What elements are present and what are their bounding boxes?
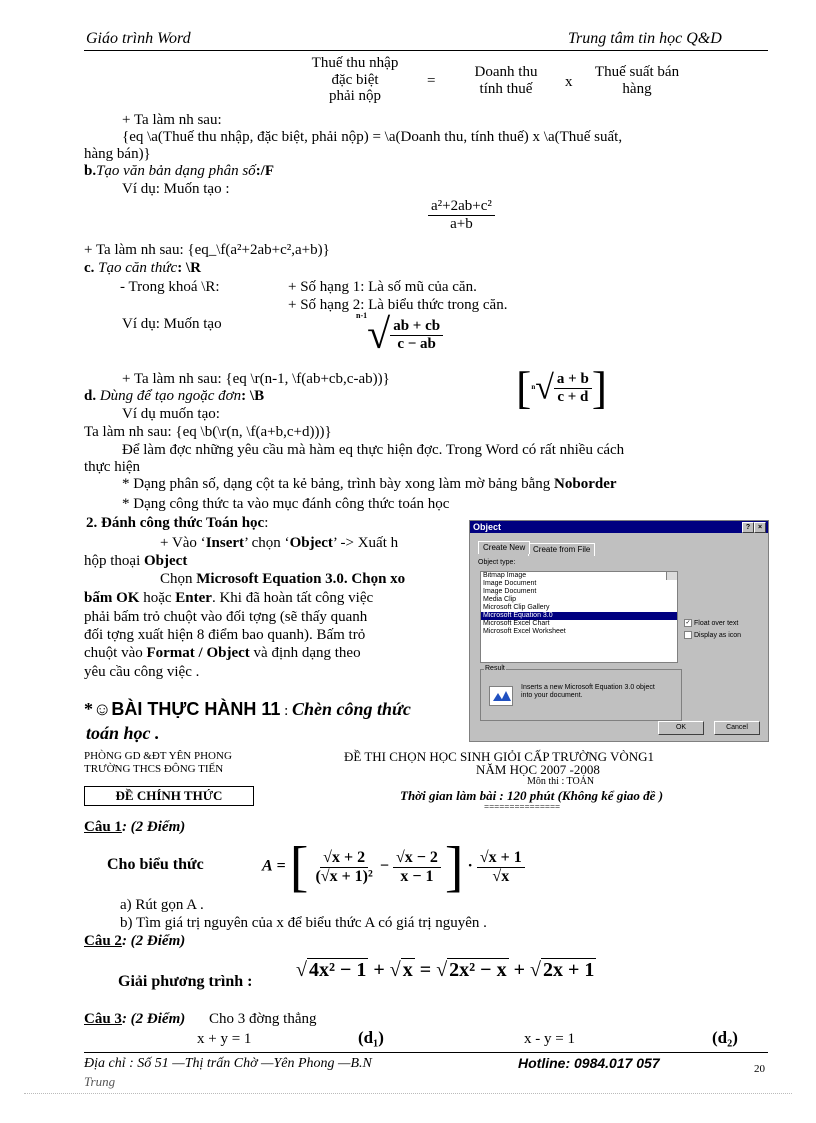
list-item[interactable]: Microsoft Excel Worksheet: [483, 628, 566, 635]
result-text-2: into your document.: [521, 692, 583, 699]
cancel-button[interactable]: Cancel: [714, 721, 760, 735]
paragraph-3: * Dạng công thức ta vào mục đánh công thức toán học: [122, 496, 450, 512]
formula1-lhs: Thuế thu nhập đặc biệt phải nộp: [311, 55, 399, 104]
object-type-list[interactable]: [480, 571, 678, 663]
question-3-d2: (d₂): [712, 1028, 738, 1047]
list-item[interactable]: Bitmap Image: [483, 572, 527, 579]
heading-c: c. Tạo căn thức: \R: [84, 260, 201, 276]
s2-line-7: chuột vào Format / Object và định dạng theo: [84, 645, 361, 661]
question-3-eq1: x + y = 1: [197, 1031, 252, 1047]
header-right: Trung tâm tin học Q&D: [568, 30, 722, 47]
exam-time: Thời gian làm bài : 120 phút (Không kể giao đề ): [400, 788, 664, 803]
c-khoa: - Trong khoá \R:: [120, 279, 220, 295]
s2-line-6: đối tợng xuất hiện 8 điểm bao quanh). Bấm trỏ: [84, 627, 366, 643]
page-edge: [24, 1093, 792, 1094]
s2-line-1: + Vào ‘Insert’ chọn ‘Object’ -> Xuất h: [160, 535, 399, 551]
fraction-example: $\frac{\text{a²+2ab+c²}}{a+b}$: [428, 198, 495, 232]
result-icon: [489, 686, 513, 706]
practice-heading: *☺BÀI THỰC HÀNH 11 : Chèn công thức: [84, 699, 411, 719]
list-item[interactable]: Microsoft Excel Chart: [483, 620, 550, 627]
example-1: Ví dụ: Muốn tạo :: [122, 181, 230, 197]
tab-create-new[interactable]: Create New: [478, 541, 530, 554]
footer-extra: Trung: [84, 1074, 116, 1089]
s2-line-2: hộp thoại Object: [84, 553, 188, 569]
page-number: 20: [754, 1063, 765, 1075]
example-3: Ví dụ muốn tạo:: [122, 406, 220, 422]
line-1: + Ta làm nh sau:: [122, 112, 222, 128]
school-2: TRƯỜNG THCS ĐÔNG TIẾN: [84, 763, 224, 775]
root-example: $^{n-1}$√ $\frac{ab + cb}{c - ab}$: [356, 312, 443, 358]
practice-heading-2: toán học .: [86, 723, 160, 743]
formula1-times: x: [565, 74, 573, 90]
question-3-d1: (d₁): [358, 1028, 384, 1047]
dialog-titlebar: [470, 521, 768, 533]
question-1-expr-label: Cho biểu thức: [107, 856, 204, 873]
paragraph-2: * Dạng phân số, dạng cột ta kẻ bảng, trình bày xong làm mờ bảng bằng Noborder: [122, 476, 617, 492]
heading-d: d. Dùng để tạo ngoặc đơn: \B: [84, 388, 265, 404]
question-3-label: Câu 3: (2 Điểm) Cho 3 đờng thẳng: [84, 1011, 317, 1027]
footer-rule: [84, 1052, 768, 1053]
official-badge: ĐỀ CHÍNH THỨC: [84, 786, 254, 806]
question-2-label: Câu 2: (2 Điểm): [84, 933, 186, 949]
c-sh2: + Số hạng 2: Là biểu thức trong căn.: [288, 297, 508, 313]
footer-address: Địa chỉ : Số 51 —Thị trấn Chờ —Yên Phong —B.N: [84, 1056, 372, 1071]
tab-create-from-file[interactable]: Create from File: [528, 543, 595, 556]
example-2: Ví dụ: Muốn tạo: [122, 316, 222, 332]
s2-line-3: Chọn Microsoft Equation 3.0. Chọn xo: [160, 571, 406, 587]
list-item-selected[interactable]: Microsoft Equation 3.0: [481, 612, 677, 620]
help-button[interactable]: ?: [742, 522, 754, 533]
exam-year: NĂM HỌC 2007 -2008: [476, 762, 600, 777]
list-item[interactable]: Image Document: [483, 588, 537, 595]
list-item[interactable]: Media Clip: [483, 596, 517, 603]
c-sh1: + Số hạng 1: Là số mũ của căn.: [288, 279, 477, 295]
display-as-icon-checkbox[interactable]: Display as icon: [684, 631, 741, 639]
header-left: Giáo trình Word: [86, 30, 191, 47]
list-item[interactable]: Microsoft Clip Gallery: [483, 604, 550, 611]
formula1-rhs: Thuế suất bán hàng: [594, 64, 680, 97]
line-frac: + Ta làm nh sau: {eq_\f(a²+2ab+c²,a+b)}: [84, 242, 330, 258]
object-type-label: Object type:: [478, 559, 516, 566]
section-2-title: 2. Đánh công thức Toán học:: [86, 515, 269, 531]
line-bracket: Ta làm nh sau: {eq \b(\r(n, \f(a+b,c+d)))}: [84, 424, 332, 440]
question-1-label: Câu 1: (2 Điểm): [84, 819, 186, 835]
footer-hotline: Hotline: 0984.017 057: [518, 1055, 660, 1071]
line-root: + Ta làm nh sau: {eq \r(n-1, \f(ab+cb,c-ab))}: [122, 371, 390, 387]
exam-title: ĐỀ THI CHỌN HỌC SINH GIỎI CẤP TRƯỜNG VÒNG1: [344, 749, 655, 764]
dialog-title: Object: [473, 522, 502, 532]
paragraph-1: Để làm đợc những yêu cầu mà hàm eq thực hiện đợc. Trong Word có rất nhiều cách: [122, 442, 625, 458]
question-1-b: b) Tìm giá trị nguyên của x để biểu thức A có giá trị nguyên .: [120, 915, 487, 931]
exam-underline: ===============: [484, 802, 561, 812]
close-button[interactable]: ×: [754, 522, 766, 533]
list-item[interactable]: Image Document: [483, 580, 537, 587]
paragraph-1b: thực hiện: [84, 459, 141, 475]
result-text-1: Inserts a new Microsoft Equation 3.0 object: [521, 684, 655, 691]
question-3-eq2: x - y = 1: [524, 1031, 575, 1047]
list-scrollbar[interactable]: [666, 572, 677, 580]
line-2: {eq \a(Thuế thu nhập, đặc biệt, phải nộp) = \a(Doanh thu, tính thuế) x \a(Thuế suất,: [122, 129, 623, 145]
ok-button[interactable]: OK: [658, 721, 704, 735]
exam-subject: Môn thi : TOÁN: [527, 776, 595, 787]
s2-line-5: phải bấm trỏ chuột vào đối tợng (sẽ thấy quanh: [84, 609, 368, 625]
header-rule: [84, 50, 768, 51]
question-1-a: a) Rút gọn A .: [120, 897, 204, 913]
question-2-equation: √ 4x² − 1 + √ x = √ 2x² − x + √ 2x + 1: [296, 959, 595, 981]
bracket-example: [n√ $\frac{a + b}{c + d}$ ]: [516, 362, 608, 413]
line-3: hàng bán)}: [84, 146, 151, 162]
question-2-text: Giải phương trình :: [118, 973, 253, 990]
school-1: PHÒNG GD &ĐT YÊN PHONG: [84, 750, 232, 762]
question-1-expression: A = [ $\frac{√x + 2}{\text{(√x + 1)²}}$ − $\frac{√x - 2}{x - 1}$ ] · $\frac{√x + 1}{√x}$: [262, 839, 525, 895]
heading-b: b.Tạo văn bản dạng phân số:/F: [84, 163, 275, 179]
float-over-text-checkbox[interactable]: ✓ Float over text: [685, 619, 739, 627]
s2-line-4: bấm OK hoặc Enter. Khi đã hoàn tất công việc: [84, 590, 374, 606]
object-dialog: [469, 520, 769, 742]
s2-line-8: yêu cầu công việc .: [84, 664, 200, 680]
formula1-eq: =: [427, 73, 436, 89]
result-box: [480, 665, 682, 721]
formula1-mid: Doanh thu tính thuế: [474, 64, 538, 97]
result-label: Result: [485, 665, 505, 672]
